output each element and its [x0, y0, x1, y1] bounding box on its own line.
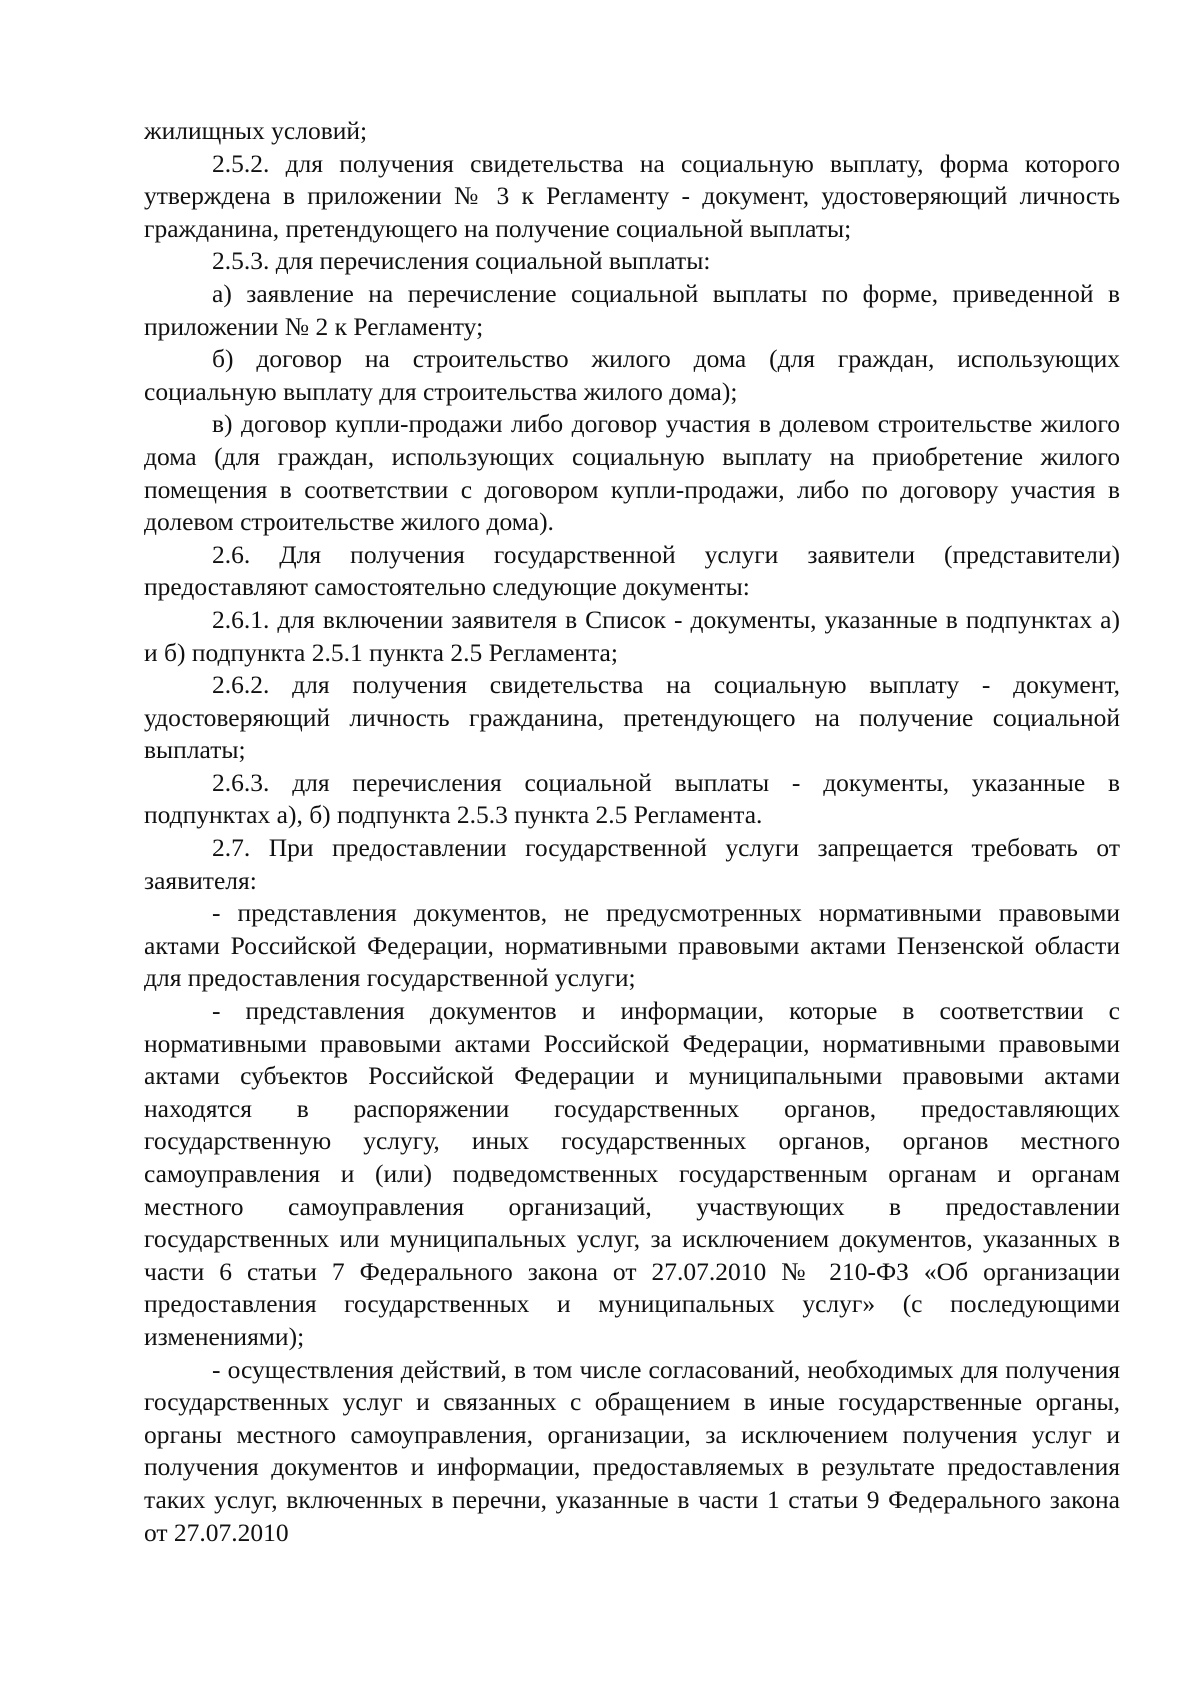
paragraph-2-5-3-v: в) договор купли-продажи либо договор участия в долевом строительстве жилого дома (для граждан, использующих социальную выплату на приобретение жилого помещения в соответствии с договором купли-продажи, либо по договору участия в долевом строительстве жилого дома). [144, 409, 1120, 537]
paragraph-2-5-3-b: б) договор на строительство жилого дома (для граждан, использующих социальную выплату для строительства жилого дома); [144, 344, 1120, 406]
paragraph-2-5-3-a: а) заявление на перечисление социальной выплаты по форме, приведенной в приложении № 2 к Регламенту; [144, 278, 1120, 341]
paragraph-2-6: 2.6. Для получения государственной услуги заявители (представители) предоставляют самостоятельно следующие документы: [144, 539, 1120, 602]
document-page [144, 115, 1120, 1549]
list-item-unrequired-documents: - представления документов, не предусмотренных нормативными правовыми актами Российской Федерации, нормативными правовыми актами Пензенской области для предоставления государственной услуги; [144, 898, 1120, 993]
list-item-actions-approvals: - осуществления действий, в том числе согласований, необходимых для получения государственных услуг и связанных с обращением в иные государственные органы, органы местного самоуправления, организации, за исключением получения услуг и получения документов и информации, предоставляемых в результате предоставления таких услуг, включенных в перечни, указанные в части 1 статьи 9 Федерального закона от 27.07.2010 [144, 1354, 1120, 1547]
paragraph-housing-conditions-end: жилищных условий; [144, 116, 368, 145]
paragraph-2-5-2: 2.5.2. для получения свидетельства на социальную выплату, форма которого утверждена в приложении № 3 к Регламенту - документ, удостоверяющий личность гражданина, претендующего на получение социальной выплаты; [144, 148, 1120, 243]
paragraph-2-6-2: 2.6.2. для получения свидетельства на социальную выплату - документ, удостоверяющий личность гражданина, претендующего на получение социальной выплаты; [144, 670, 1120, 765]
paragraph-2-7: 2.7. При предоставлении государственной услуги запрещается требовать от заявителя: [144, 833, 1120, 895]
list-item-documents-in-possession: - представления документов и информации, которые в соответствии с нормативными правовыми актами Российской Федерации, нормативными правовыми актами субъектов Российской Федерации и муниципальными правовыми актами находятся в распоряжении государственных органов, предоставляющих государственную услугу, иных государственных органов, органов местного самоуправления и (или) подведомственных государственным органам и органам местного самоуправления организаций, участвующих в предоставлении государственных или муниципальных услуг, за исключением документов, указанных в части 6 статьи 7 Федерального закона от 27.07.2010 № 210-ФЗ «Об организации предоставления государственных и муниципальных услуг» (с последующими изменениями); [144, 996, 1120, 1351]
paragraph-2-5-3: 2.5.3. для перечисления социальной выплаты: [212, 246, 711, 276]
paragraph-2-6-1: 2.6.1. для включении заявителя в Список - документы, указанные в подпунктах а) и б) подпункта 2.5.1 пункта 2.5 Регламента; [144, 604, 1120, 667]
paragraph-2-6-3: 2.6.3. для перечисления социальной выплаты - документы, указанные в подпунктах а), б) подпункта 2.5.3 пункта 2.5 Регламента. [144, 767, 1120, 830]
